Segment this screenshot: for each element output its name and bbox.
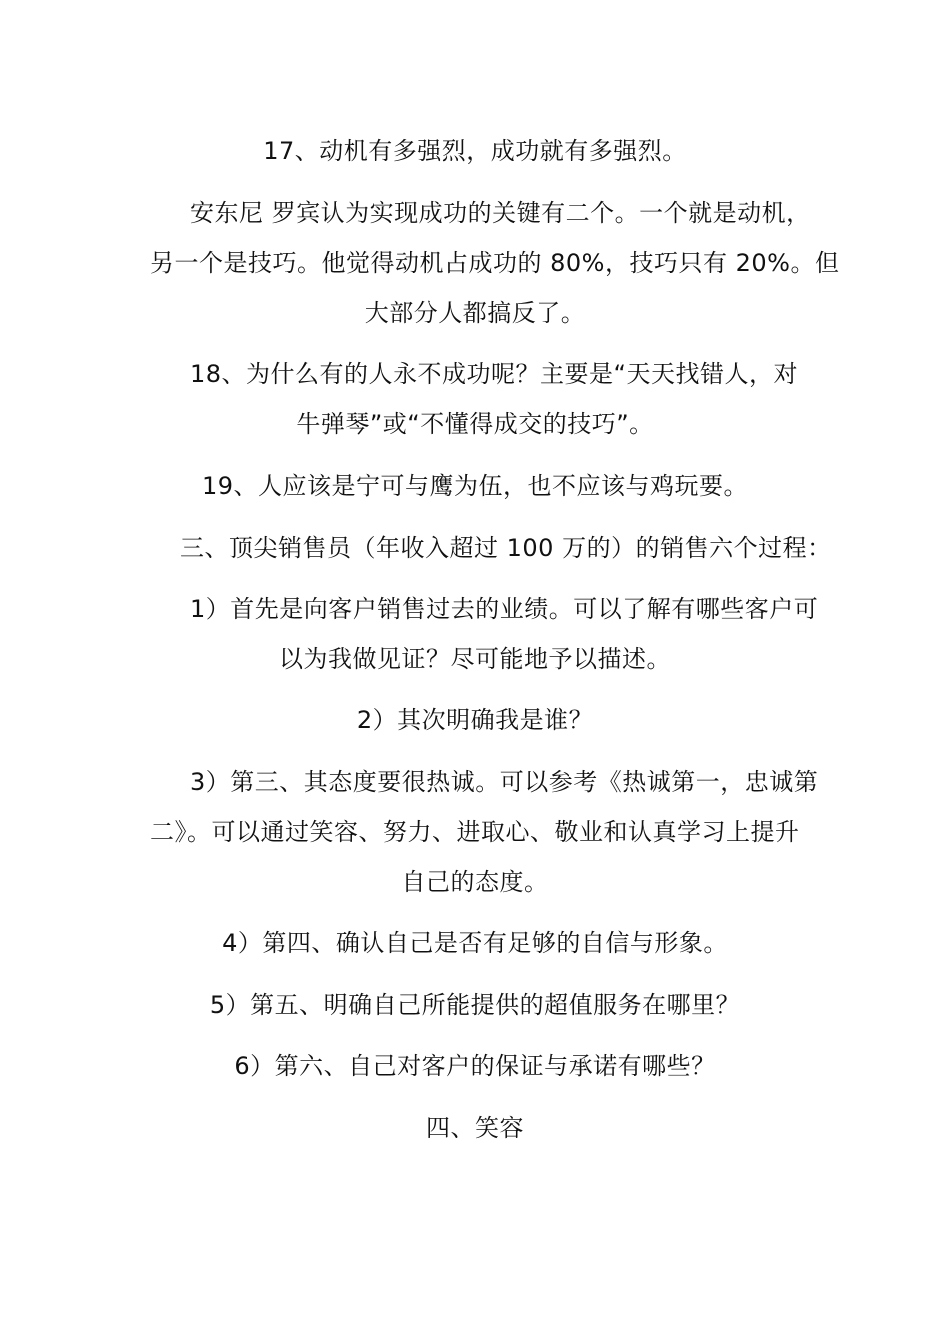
text-line: 19、人应该是宁可与鹰为伍，也不应该与鸡玩要。 [201, 472, 749, 500]
text-line: 18、为什么有的人永不成功呢？主要是“天天找错人，对 [190, 360, 798, 388]
text-line: 4）第四、确认自己是否有足够的自信与形象。 [222, 929, 728, 957]
text-line: 大部分人都搞反了。 [364, 299, 586, 327]
text-line: 二》。可以通过笑容、努力、进取心、敬业和认真学习上提升 [150, 818, 800, 846]
text-line: 17、动机有多强烈，成功就有多强烈。 [263, 137, 687, 165]
text-line: 2）其次明确我是谁？ [356, 706, 594, 734]
text-line: 牛弹琴”或“不懂得成交的技巧”。 [296, 410, 654, 438]
text-line: 三、顶尖销售员（年收入超过 100 万的）的销售六个过程： [180, 534, 832, 562]
text-line: 3）第三、其态度要很热诚。可以参考《热诚第一，忠诚第 [190, 768, 819, 796]
text-line: 自己的态度。 [401, 868, 549, 896]
text-line: 5）第五、明确自己所能提供的超值服务在哪里？ [209, 991, 741, 1019]
text-line: 6）第六、自己对客户的保证与承诺有哪些？ [234, 1052, 716, 1080]
text-line: 另一个是技巧。他觉得动机占成功的 80%，技巧只有 20%。但 [150, 249, 840, 277]
text-line: 以为我做见证？尽可能地予以描述。 [279, 645, 671, 673]
text-line: 1）首先是向客户销售过去的业绩。可以了解有哪些客户可 [190, 595, 819, 623]
text-line: 四、笑容 [426, 1114, 524, 1142]
text-line: 安东尼 罗宾认为实现成功的关键有二个。一个就是动机， [190, 199, 811, 227]
